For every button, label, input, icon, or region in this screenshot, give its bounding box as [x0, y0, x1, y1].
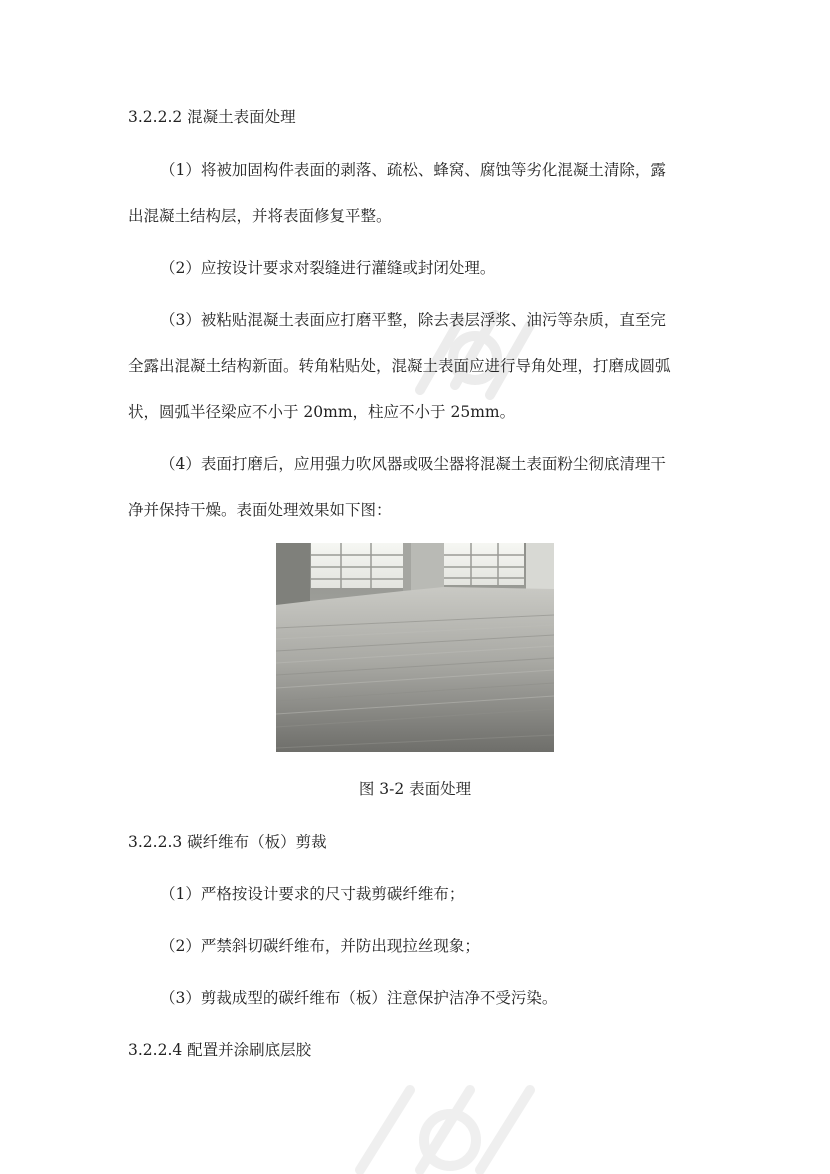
cutting-item-2: （2）严禁斜切碳纤维布，并防出现拉丝现象； [160, 937, 480, 955]
figure-caption: 图 3-2 表面处理 [358, 780, 472, 798]
paragraph-item-4-line-2: 净并保持干燥。表面处理效果如下图： [128, 501, 392, 519]
surface-treatment-photo [276, 543, 554, 752]
cutting-item-1: （1）严格按设计要求的尺寸裁剪碳纤维布； [160, 885, 465, 903]
cutting-item-3: （3）剪裁成型的碳纤维布（板）注意保护洁净不受污染。 [160, 989, 558, 1007]
paragraph-item-1-line-1: （1）将被加固构件表面的剥落、疏松、蜂窝、腐蚀等劣化混凝土清除，露 [160, 161, 666, 179]
watermark-icon-bottom [340, 1070, 580, 1174]
concrete-floor-image [276, 543, 554, 752]
paragraph-item-2-line-1: （2）应按设计要求对裂缝进行灌缝或封闭处理。 [160, 259, 496, 277]
paragraph-item-3-line-3: 状，圆弧半径梁应不小于 20mm，柱应不小于 25mm。 [128, 403, 516, 421]
paragraph-item-3-line-2: 全露出混凝土结构新面。转角粘贴处，混凝土表面应进行导角处理，打磨成圆弧 [128, 357, 671, 375]
paragraph-item-4-line-1: （4）表面打磨后，应用强力吹风器或吸尘器将混凝土表面粉尘彻底清理干 [160, 455, 666, 473]
section-heading-primer: 3.2.2.4 配置并涂刷底层胶 [128, 1041, 312, 1059]
section-heading-surface-treatment: 3.2.2.2 混凝土表面处理 [128, 108, 296, 126]
paragraph-item-1-line-2: 出混凝土结构层，并将表面修复平整。 [128, 207, 392, 225]
paragraph-item-3-line-1: （3）被粘贴混凝土表面应打磨平整，除去表层浮浆、油污等杂质，直至完 [160, 311, 666, 329]
section-heading-carbon-fiber-cutting: 3.2.2.3 碳纤维布（板）剪裁 [128, 833, 327, 851]
